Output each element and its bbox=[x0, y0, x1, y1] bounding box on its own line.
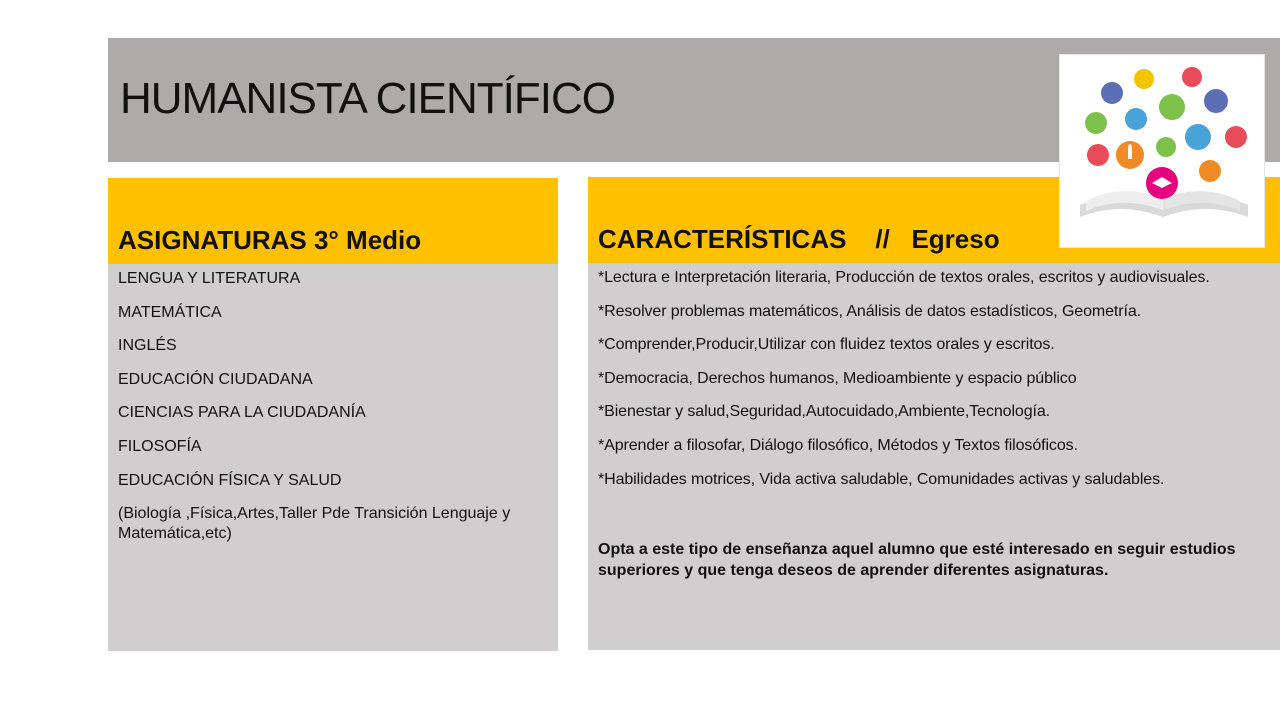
education-illustration bbox=[1059, 54, 1265, 248]
characteristic-item: *Democracia, Derechos humanos, Medioambiente y espacio público bbox=[598, 369, 1077, 387]
characteristics-list bbox=[588, 263, 1280, 650]
enrollment-note: Opta a este tipo de enseñanza aquel alumno que esté interesado en seguir estudios superiores y que tenga deseos de aprender diferentes asignaturas. bbox=[598, 541, 1236, 580]
subject-item: EDUCACIÓN FÍSICA Y SALUD bbox=[118, 471, 342, 489]
characteristic-item: *Resolver problemas matemáticos, Análisis de datos estadísticos, Geometría. bbox=[598, 302, 1141, 320]
subjects-list bbox=[108, 264, 558, 651]
slide-title: HUMANISTA CIENTÍFICO bbox=[120, 74, 615, 123]
subject-item: FILOSOFÍA bbox=[118, 437, 202, 455]
characteristic-item: *Habilidades motrices, Vida activa saludable, Comunidades activas y saludables. bbox=[598, 470, 1165, 488]
subjects-header bbox=[108, 178, 558, 264]
characteristic-item: *Bienestar y salud,Seguridad,Autocuidado,Ambiente,Tecnología. bbox=[598, 403, 1050, 421]
subject-item-optional: (Biología ,Física,Artes,Taller Pde Transición Lenguaje y Matemática,etc) bbox=[118, 505, 511, 543]
characteristic-item: *Lectura e Interpretación literaria, Producción de textos orales, escritos y audiovisuales. bbox=[598, 269, 1210, 286]
subject-item: CIENCIAS PARA LA CIUDADANÍA bbox=[118, 404, 366, 422]
characteristic-item: *Comprender,Producir,Utilizar con fluidez textos orales y escritos. bbox=[598, 336, 1055, 354]
subject-item: LENGUA Y LITERATURA bbox=[118, 270, 301, 287]
subject-item: INGLÉS bbox=[118, 337, 177, 355]
characteristic-item: *Aprender a filosofar, Diálogo filosófico, Métodos y Textos filosóficos. bbox=[598, 436, 1078, 454]
subject-item: EDUCACIÓN CIUDADANA bbox=[118, 370, 313, 388]
subject-item: MATEMÁTICA bbox=[118, 303, 222, 321]
characteristics-header-label: CARACTERÍSTICAS // Egreso bbox=[598, 224, 1000, 254]
subjects-header-label: ASIGNATURAS 3° Medio bbox=[118, 225, 422, 255]
open-book-with-education-icons-icon bbox=[1060, 55, 1265, 248]
